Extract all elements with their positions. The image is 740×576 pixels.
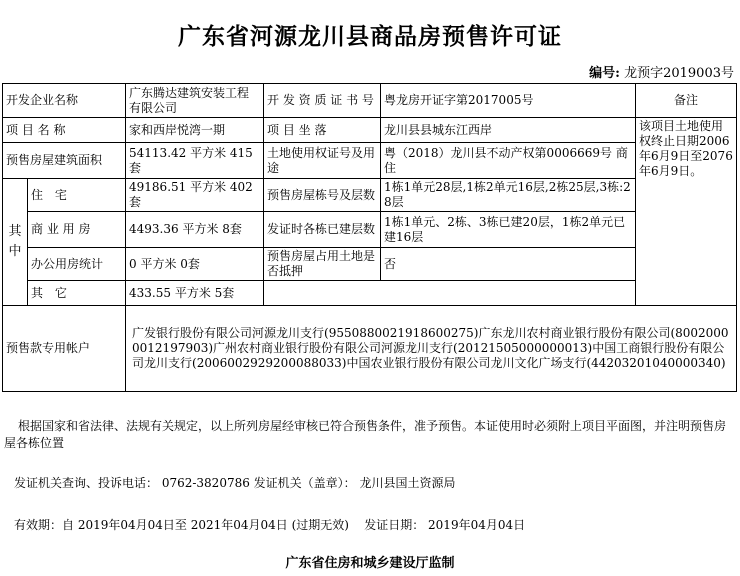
table-row	[3, 143, 737, 179]
qualification-label: 开 发 资 质 证 书 号	[264, 84, 381, 118]
validity-line: 有效期：自 2019年04月04日至 2021年04月04日 (过期无效) 发证日期： 2019年04月04日	[14, 518, 526, 532]
other-empty-cell	[264, 281, 636, 306]
land-certificate-label: 土地使用权证号及用途	[264, 143, 381, 179]
residential-value: 49186.51 平方米 402套	[126, 179, 264, 212]
footer-supervisor: 广东省住房和城乡建设厅监制	[285, 556, 455, 571]
account-label: 预售款专用帐户	[3, 306, 126, 392]
presale-area-label: 预售房屋建筑面积	[3, 143, 126, 179]
table-row	[3, 212, 737, 248]
project-name-value: 家和西岸悦湾一期	[126, 118, 264, 143]
account-value: 广发银行股份有限公司河源龙川支行(9550880021918600275)广东龙川农村商业银行股份有限公司(80020000012197903)广州农村商业银行股份有限公司河源龙川支行(20121505000000013)中国工商银行股份有限公司龙川支行(2006002929200088033)中国农业银行股份有限公司龙川文化广场支行(44203201040000340)	[126, 306, 737, 392]
table-row	[3, 118, 737, 143]
certificate-number-label: 编号:	[589, 66, 620, 81]
qualification-value: 粤龙房开证字第2017005号	[381, 84, 636, 118]
certificate-number-value: 龙预字2019003号	[624, 66, 734, 81]
mortgage-label: 预售房屋占用土地是否抵押	[264, 248, 381, 281]
certificate-number	[589, 62, 734, 81]
table-row	[3, 248, 737, 281]
office-label: 办公用房统计	[28, 248, 126, 281]
project-location-value: 龙川县县城东江西岸	[381, 118, 636, 143]
commercial-label: 商 业 用 房	[28, 212, 126, 248]
office-value: 0 平方米 0套	[126, 248, 264, 281]
remark-value: 该项目土地使用权终止日期2006年6月9日至2076年6月9日。	[636, 118, 737, 306]
table-row	[3, 179, 737, 212]
built-floors-value: 1栋1单元、2栋、3栋已建20层，1栋2单元已建16层	[381, 212, 636, 248]
mortgage-value: 否	[381, 248, 636, 281]
land-certificate-value: 粤（2018）龙川县不动产权第0006669号 商住	[381, 143, 636, 179]
built-floors-label: 发证时各栋已建层数	[264, 212, 381, 248]
building-floors-label: 预售房屋栋号及层数	[264, 179, 381, 212]
table-row	[3, 306, 737, 392]
project-location-label: 项 目 坐 落	[264, 118, 381, 143]
permit-table	[2, 83, 737, 392]
presale-area-value: 54113.42 平方米 415套	[126, 143, 264, 179]
project-name-label: 项 目 名 称	[3, 118, 126, 143]
among-label: 其 中	[3, 179, 28, 306]
building-floors-value: 1栋1单元28层,1栋2单元16层,2栋25层,3栋:28层	[381, 179, 636, 212]
page-title: 广东省河源龙川县商品房预售许可证	[178, 23, 562, 50]
other-value: 433.55 平方米 5套	[126, 281, 264, 306]
commercial-value: 4493.36 平方米 8套	[126, 212, 264, 248]
table-row	[3, 84, 737, 118]
developer-label: 开发企业名称	[3, 84, 126, 118]
residential-label: 住 宅	[28, 179, 126, 212]
developer-value: 广东腾达建筑安装工程有限公司	[126, 84, 264, 118]
table-row	[3, 281, 737, 306]
notice-text: 根据国家和省法律、法规有关规定，以上所列房屋经审核已符合预售条件，准予预售。本证使用时必须附上项目平面图，并注明预售房屋各栋位置	[4, 419, 727, 450]
other-label: 其 它	[28, 281, 126, 306]
remark-label: 备注	[636, 84, 737, 118]
contact-line: 发证机关查询、投诉电话： 0762-3820786 发证机关（盖章）： 龙川县国土资源局	[14, 476, 456, 490]
